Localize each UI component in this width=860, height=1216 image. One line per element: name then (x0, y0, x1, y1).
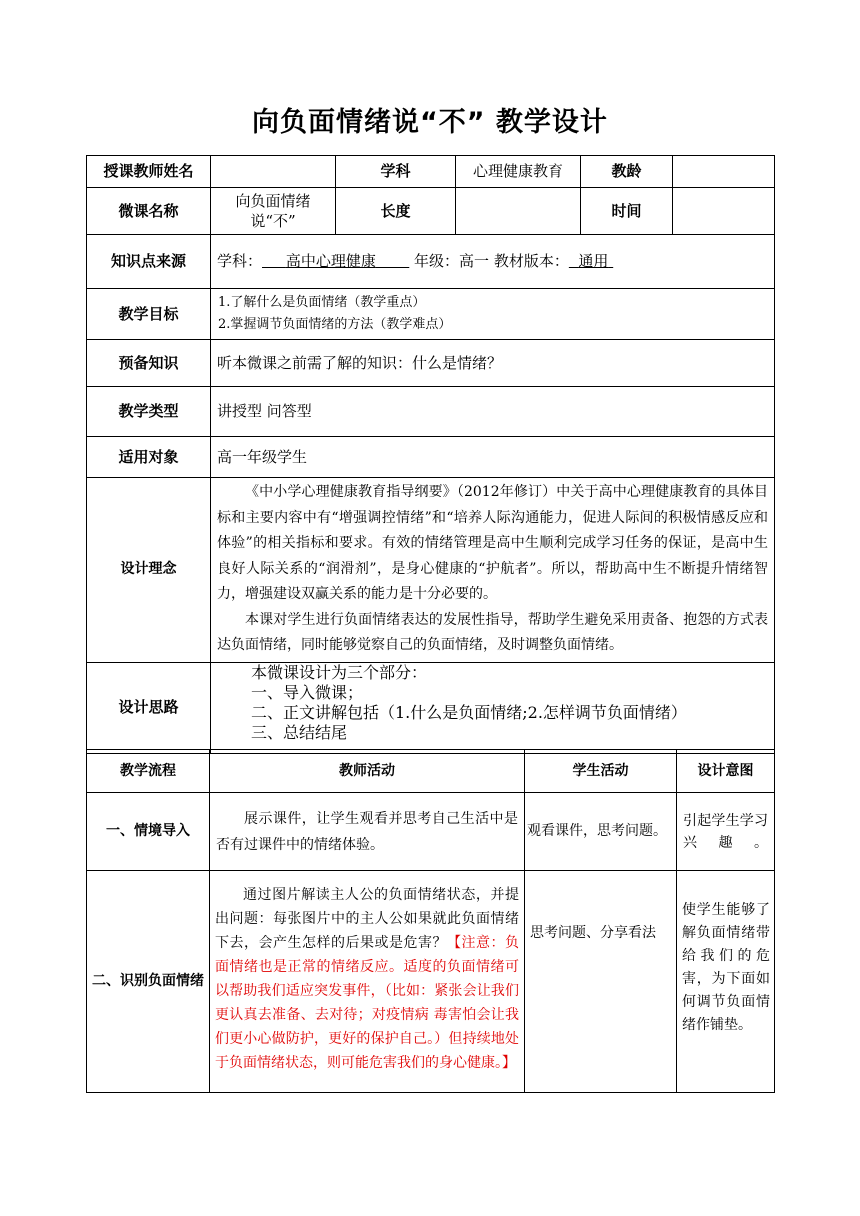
row1-teacher: 展示课件，让学生观看并思考自己生活中是否有过课件中的情绪体验。 (210, 793, 525, 871)
subject-label: 学科 (336, 156, 456, 188)
thinking-line-3: 二、正文讲解包括（1.什么是负面情绪;2.怎样调节负面情绪） (251, 702, 687, 722)
thinking-line-2: 一、导入微课； (251, 682, 364, 702)
prior-label: 预备知识 (87, 340, 211, 387)
info-row-type (87, 387, 775, 437)
type-value: 讲授型 问答型 (211, 387, 775, 437)
time-label: 时间 (581, 188, 673, 235)
course-label: 微课名称 (87, 188, 211, 235)
process-table (86, 749, 775, 1093)
age-value (673, 156, 775, 188)
idea-label: 设计理念 (87, 478, 211, 663)
course-value: 向负面情绪说“不” (211, 188, 336, 235)
row1-intent: 引起学生学习兴趣。 (677, 793, 775, 871)
target-value: 高一年级学生 (211, 437, 775, 478)
length-value (456, 188, 581, 235)
info-row-source (87, 235, 775, 289)
info-row-2 (87, 188, 775, 235)
info-row-thinking (87, 662, 775, 753)
subject-value: 心理健康教育 (456, 156, 581, 188)
row2-teacher-note: 【注意：负面情绪也是正常的情绪反应。适度的负面情绪可以帮助我们适应突发事件，（比如：紧张会让我们更认真去准备、去对待；对疫情病 毒害怕会让我们更小心做防护，更好的保护自己。）但持续地处于负面情绪状态，则可能危害我们的身心健康。】 (215, 935, 519, 1071)
thinking-line-1: 本微课设计为三个部分： (251, 662, 428, 682)
header-teacher: 教师活动 (210, 750, 525, 793)
teacher-value (211, 156, 336, 188)
teacher-label: 授课教师姓名 (87, 156, 211, 188)
idea-paragraph-2: 本课对学生进行负面情绪表达的发展性指导，帮助学生避免采用责备、抱怨的方式表达负面情绪，同时能够觉察自己的负面情绪，及时调整负面情绪。 (217, 611, 768, 653)
row2-teacher-text: 通过图片解读主人公的负面情绪状态，并提出问题：每张图片中的主人公如果就此负面情绪下去，会产生怎样的后果或是危害？ (215, 887, 519, 951)
goal-list (211, 289, 775, 340)
document-title: 向负面情绪说“不” 教学设计 (252, 107, 608, 138)
source-edition-prefix: 教材版本： (493, 252, 569, 270)
header-stage: 教学流程 (87, 750, 210, 793)
source-grade: 年级：高一 (414, 252, 490, 270)
thinking-label: 设计思路 (87, 662, 211, 753)
length-label: 长度 (336, 188, 456, 235)
process-row-2 (87, 871, 775, 1093)
info-row-prior (87, 340, 775, 387)
row2-student: 思考问题、分享看法 (525, 871, 677, 1093)
source-subject: 高中心理健康 (285, 252, 376, 270)
source-label: 知识点来源 (87, 235, 211, 289)
process-row-1 (87, 793, 775, 871)
goal-label: 教学目标 (87, 289, 211, 340)
type-label: 教学类型 (87, 387, 211, 437)
goal-item-1: 1.了解什么是负面情绪（教学重点） (218, 295, 426, 310)
info-table (86, 155, 775, 754)
info-row-idea (87, 478, 775, 663)
row2-stage: 二、识别负面情绪 (87, 871, 210, 1093)
target-label: 适用对象 (87, 437, 211, 478)
row1-student: 观看课件，思考问题。 (525, 793, 677, 871)
header-intent: 设计意图 (677, 750, 775, 793)
thinking-line-4: 三、总结结尾 (251, 722, 348, 742)
prior-value: 听本微课之前需了解的知识：什么是情绪？ (211, 340, 775, 387)
info-row-target (87, 437, 775, 478)
source-subject-prefix: 学科： (217, 252, 263, 270)
process-header-row (87, 750, 775, 793)
idea-text (211, 478, 775, 663)
row2-intent: 使学生能够了解负面情绪带给我们的危害，为下面如何调节负面情绪作铺垫。 (677, 871, 775, 1093)
row1-stage: 一、情境导入 (87, 793, 210, 871)
time-value (673, 188, 775, 235)
thinking-list (211, 662, 775, 753)
info-row-1 (87, 156, 775, 188)
source-edition: 通用 (578, 252, 609, 270)
source-value (211, 235, 775, 289)
idea-paragraph-1: 《中小学心理健康教育指导纲要》（2012年修订）中关于高中心理健康教育的具体目标和主要内容中有“增强调控情绪”和“培养人际沟通能力，促进人际间的积极情感反应和体验”的相关指标和要求。有效的情绪管理是高中生顺利完成学习任务的保证，是高中生良好人际关系的“润滑剂”，是身心健康的“护航者”。所以，帮助高中生不断提升情绪智力，增强建设双赢关系的能力是十分必要的。 (217, 484, 768, 602)
header-student: 学生活动 (525, 750, 677, 793)
goal-item-2: 2.掌握调节负面情绪的方法（教学难点） (218, 317, 452, 332)
row2-teacher (210, 871, 525, 1093)
age-label: 教龄 (581, 156, 673, 188)
info-row-goal (87, 289, 775, 340)
